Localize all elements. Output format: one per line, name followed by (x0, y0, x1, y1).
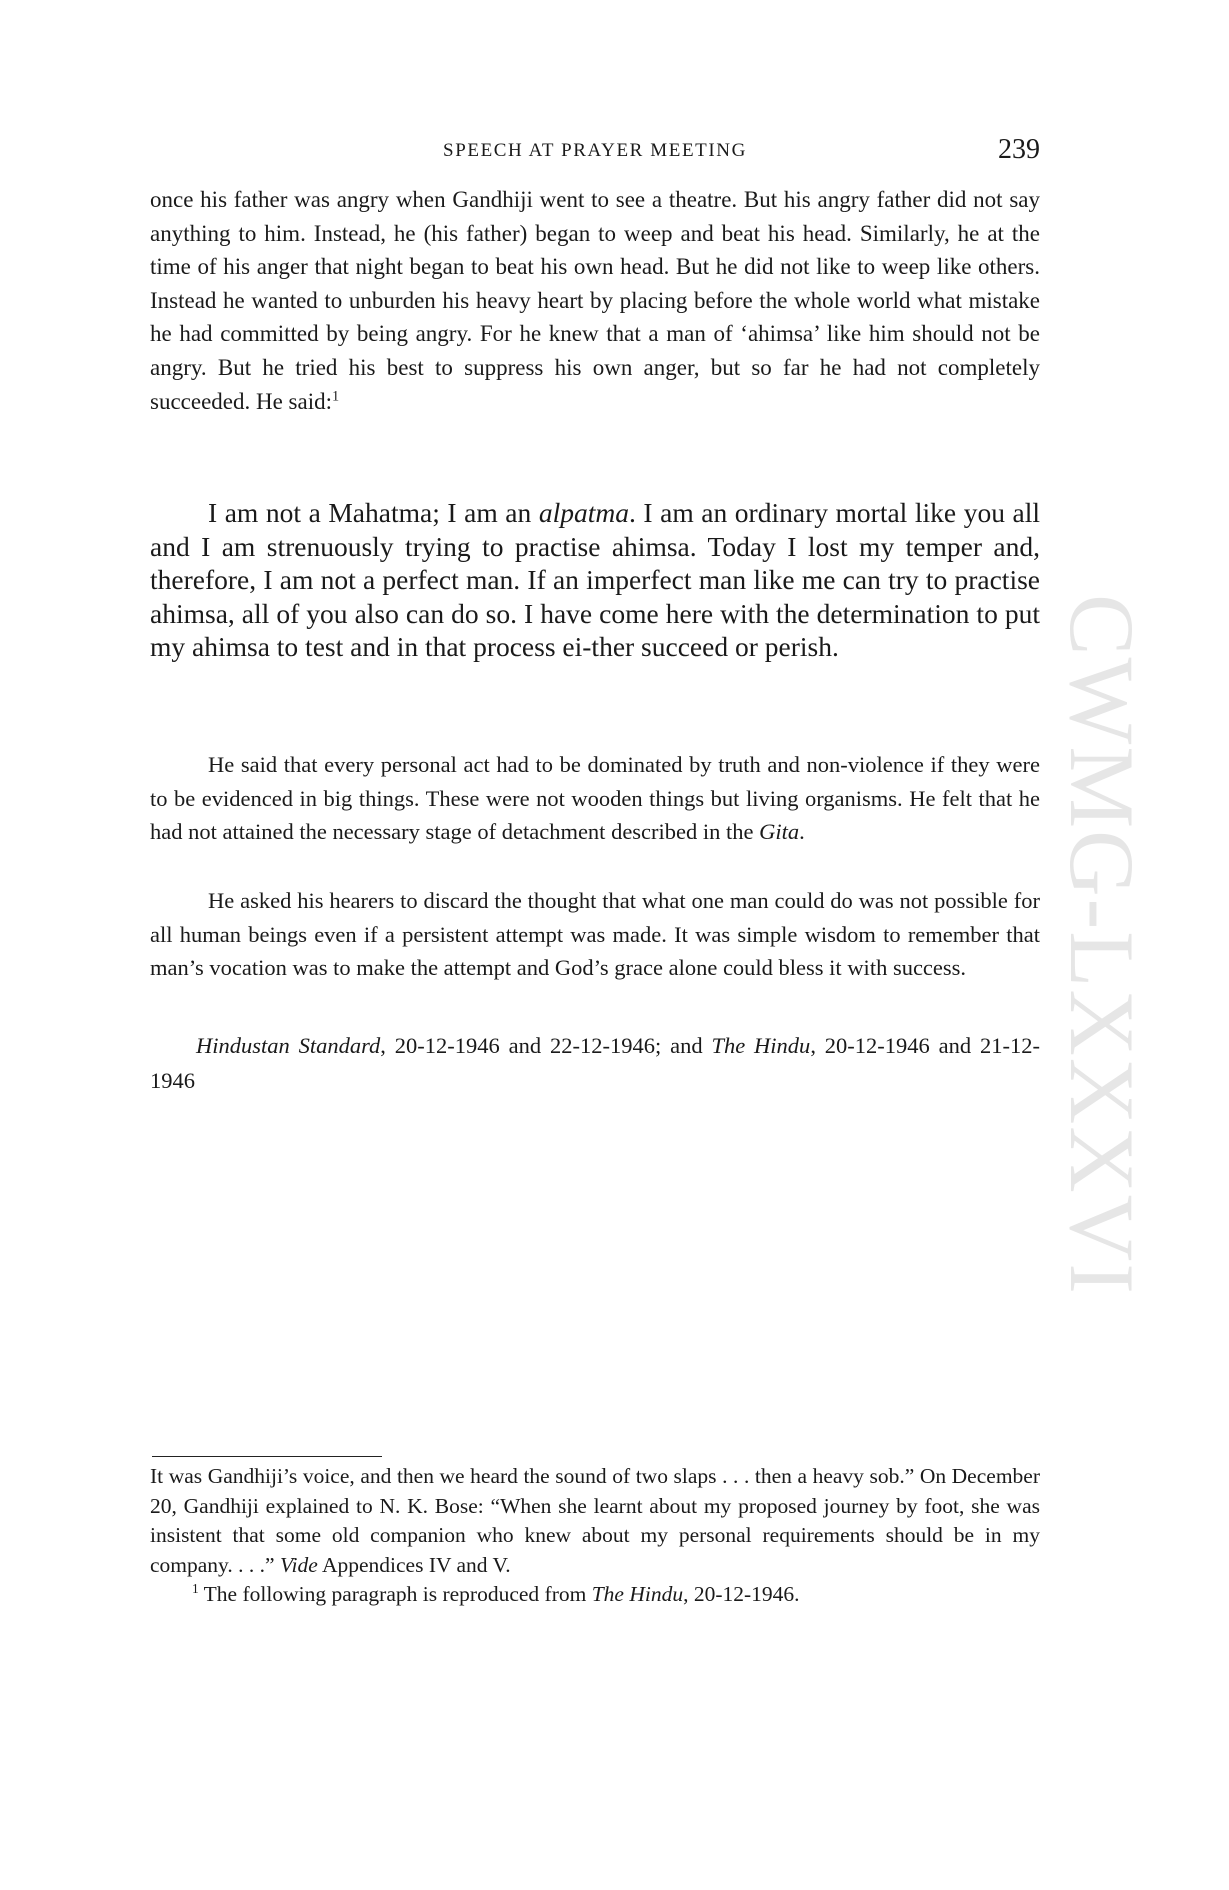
quote-italic-word: alpatma (538, 497, 629, 528)
footnote-reference-1: 1 (332, 387, 340, 404)
source-publication-1: Hindustan Standard (196, 1033, 381, 1058)
quote-text (150, 496, 1040, 664)
running-title: SPEECH AT PRAYER MEETING (443, 140, 747, 161)
footnotes (150, 1462, 1040, 1610)
paragraph-2-italic: Gita (759, 819, 800, 845)
footnote-1-mark: 1 (192, 1580, 199, 1596)
paragraph-2-text (150, 748, 1040, 849)
footnote-continuation (150, 1462, 1040, 1580)
watermark (1051, 340, 1153, 1550)
source-dates-2: , 20-12-1946 and 21-12-1946 (150, 1033, 1040, 1093)
source-citation (150, 1028, 1040, 1098)
paragraph-text (150, 183, 1040, 418)
running-head (150, 134, 1040, 174)
quote-part-b: . I am an ordinary mortal like you all and I am strenuously trying to practise ahimsa. Today I lost my temper and, therefore, I am not a perfect man. If an imperfect man like me can try to practise ahimsa, all of you also can do so. I have come here with the determination to put my ahimsa to test and in that process ei-ther succeed or perish. (150, 497, 1040, 663)
paragraph-2-part-b: . (799, 819, 805, 845)
footnote-1 (150, 1580, 1040, 1610)
block-quote (150, 496, 1040, 664)
paragraph-1-text: once his father was angry when Gandhiji went to see a theatre. But his angry father did not say anything to him. Instead, he (his father) began to weep and beat his head. Similarly, he at the time of his anger that night began to beat his own head. But he did not like to weep like others. Instead he wanted to unburden his heavy heart by placing before the whole world what mistake he had committed by being angry. For he knew that a man of ‘ahimsa’ like him should not be angry. But he tried his best to suppress his own anger, but so far he had not completely succeeded. He said: (150, 187, 1040, 414)
page-number: 239 (998, 134, 1040, 165)
watermark-text: CWMG-LXXXVI (1051, 594, 1153, 1296)
footnote-continuation-italic: Vide (279, 1552, 318, 1577)
footnote-1-italic: The Hindu (591, 1582, 684, 1606)
body-paragraph-1 (150, 183, 1040, 418)
source-dates-1: , 20-12-1946 and 22-12-1946; and (380, 1033, 712, 1058)
body-paragraph-2 (150, 748, 1040, 849)
source-publication-2: The Hindu (711, 1033, 811, 1058)
footnote-rule (152, 1456, 382, 1457)
body-paragraph-3 (150, 884, 1040, 985)
quote-part-a: I am not a Mahatma; I am an (208, 497, 539, 528)
source-text (150, 1028, 1040, 1098)
footnote-continuation-a: It was Gandhiji’s voice, and then we heard the sound of two slaps . . . then a heavy sob.” On December 20, Gandhiji explained to N. K. Bose: “When she learnt about my proposed journey by foot, she was insistent that some old companion who knew about my personal requirements should be in my company. . . .” (150, 1464, 1040, 1577)
footnote-continuation-b: Appendices IV and V. (317, 1552, 511, 1577)
paragraph-2-part-a: He said that every personal act had to be dominated by truth and non-violence if they were to be evidenced in big things. These were not wooden things but living organisms. He felt that he had not attained the necessary stage of detachment described in the (150, 752, 1040, 845)
footnote-1-part-a: The following paragraph is reproduced from (198, 1582, 592, 1606)
footnote-1-part-b: , 20-12-1946. (683, 1582, 800, 1606)
paragraph-3-text: He asked his hearers to discard the thought that what one man could do was not possible for all human beings even if a persistent attempt was made. It was simple wisdom to remember that man’s vocation was to make the attempt and God’s grace alone could bless it with success. (150, 888, 1040, 981)
